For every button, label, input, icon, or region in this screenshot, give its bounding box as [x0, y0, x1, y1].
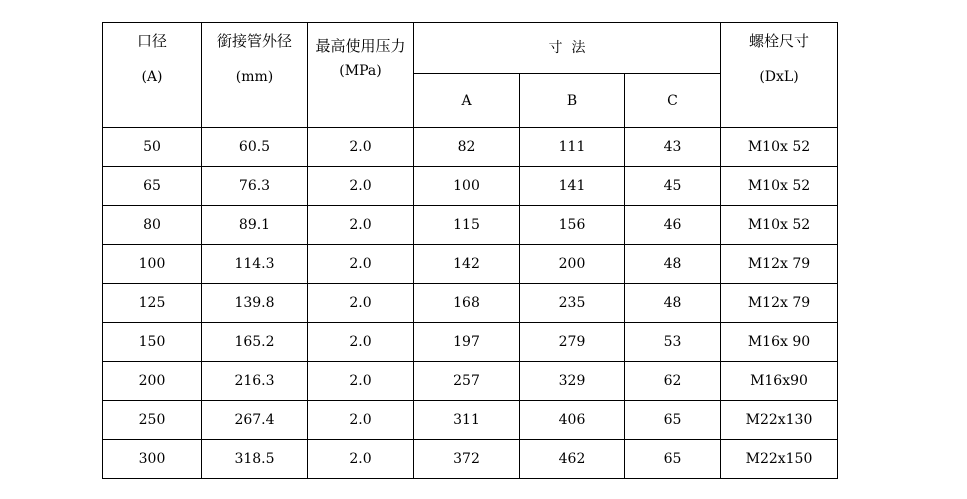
cell-caliber: 150 — [103, 323, 202, 362]
table-row — [103, 362, 838, 401]
cell-caliber: 80 — [103, 206, 202, 245]
cell-outer-diameter: 139.8 — [202, 284, 308, 323]
cell-dim-b: 111 — [520, 128, 625, 167]
spec-table — [102, 22, 838, 479]
cell-outer-diameter: 165.2 — [202, 323, 308, 362]
cell-dim-c: 48 — [625, 284, 721, 323]
table-row — [103, 440, 838, 479]
cell-dim-a: 82 — [414, 128, 520, 167]
table-row — [103, 245, 838, 284]
cell-dim-a: 311 — [414, 401, 520, 440]
cell-dim-b: 235 — [520, 284, 625, 323]
header-row-top — [103, 23, 838, 74]
cell-pressure: 2.0 — [308, 440, 414, 479]
cell-caliber: 100 — [103, 245, 202, 284]
cell-pressure: 2.0 — [308, 323, 414, 362]
cell-outer-diameter: 318.5 — [202, 440, 308, 479]
table-row — [103, 323, 838, 362]
cell-bolt: M22x130 — [721, 401, 838, 440]
table-row — [103, 206, 838, 245]
header-pressure-label: 最高使用压力 — [315, 37, 406, 55]
header-pressure-unit: (MPa) — [339, 63, 382, 79]
cell-outer-diameter: 216.3 — [202, 362, 308, 401]
cell-pressure: 2.0 — [308, 206, 414, 245]
cell-dim-b: 200 — [520, 245, 625, 284]
cell-caliber: 250 — [103, 401, 202, 440]
header-caliber — [103, 23, 202, 128]
header-bolt-label: 螺栓尺寸 — [748, 32, 809, 50]
table-row — [103, 401, 838, 440]
header-outer-diameter-unit: (mm) — [235, 69, 274, 85]
header-caliber-unit: (A) — [141, 69, 163, 85]
cell-dim-b: 141 — [520, 167, 625, 206]
header-dim-a: A — [414, 74, 520, 128]
cell-pressure: 2.0 — [308, 167, 414, 206]
cell-dim-a: 257 — [414, 362, 520, 401]
cell-pressure: 2.0 — [308, 284, 414, 323]
cell-bolt: M10x 52 — [721, 206, 838, 245]
header-dim-b: B — [520, 74, 625, 128]
cell-dim-c: 65 — [625, 401, 721, 440]
cell-caliber: 65 — [103, 167, 202, 206]
cell-bolt: M10x 52 — [721, 167, 838, 206]
cell-caliber: 300 — [103, 440, 202, 479]
cell-bolt: M12x 79 — [721, 284, 838, 323]
table-row — [103, 284, 838, 323]
cell-dim-a: 197 — [414, 323, 520, 362]
cell-outer-diameter: 114.3 — [202, 245, 308, 284]
cell-dim-c: 65 — [625, 440, 721, 479]
cell-dim-a: 168 — [414, 284, 520, 323]
cell-dim-c: 53 — [625, 323, 721, 362]
cell-dim-b: 329 — [520, 362, 625, 401]
cell-bolt: M22x150 — [721, 440, 838, 479]
cell-dim-c: 48 — [625, 245, 721, 284]
header-caliber-label: 口径 — [136, 32, 167, 50]
header-dimensions: 寸 法 — [414, 23, 721, 74]
table-row — [103, 167, 838, 206]
cell-dim-a: 142 — [414, 245, 520, 284]
cell-dim-c: 46 — [625, 206, 721, 245]
header-bolt — [721, 23, 838, 128]
cell-caliber: 125 — [103, 284, 202, 323]
header-dim-c: C — [625, 74, 721, 128]
cell-bolt: M16x 90 — [721, 323, 838, 362]
cell-pressure: 2.0 — [308, 128, 414, 167]
header-outer-diameter-label: 銜接管外径 — [216, 32, 292, 50]
cell-outer-diameter: 89.1 — [202, 206, 308, 245]
cell-bolt: M12x 79 — [721, 245, 838, 284]
cell-bolt: M16x90 — [721, 362, 838, 401]
cell-pressure: 2.0 — [308, 245, 414, 284]
cell-caliber: 50 — [103, 128, 202, 167]
cell-dim-a: 100 — [414, 167, 520, 206]
table-row — [103, 128, 838, 167]
cell-dim-b: 462 — [520, 440, 625, 479]
header-outer-diameter — [202, 23, 308, 128]
cell-caliber: 200 — [103, 362, 202, 401]
cell-bolt: M10x 52 — [721, 128, 838, 167]
cell-dim-a: 372 — [414, 440, 520, 479]
header-pressure — [308, 23, 414, 128]
cell-dim-b: 406 — [520, 401, 625, 440]
cell-dim-c: 62 — [625, 362, 721, 401]
cell-pressure: 2.0 — [308, 401, 414, 440]
cell-dim-a: 115 — [414, 206, 520, 245]
cell-outer-diameter: 76.3 — [202, 167, 308, 206]
header-bolt-unit: (DxL) — [759, 69, 799, 85]
cell-outer-diameter: 267.4 — [202, 401, 308, 440]
cell-dim-c: 45 — [625, 167, 721, 206]
cell-dim-b: 279 — [520, 323, 625, 362]
cell-dim-b: 156 — [520, 206, 625, 245]
cell-outer-diameter: 60.5 — [202, 128, 308, 167]
cell-pressure: 2.0 — [308, 362, 414, 401]
cell-dim-c: 43 — [625, 128, 721, 167]
